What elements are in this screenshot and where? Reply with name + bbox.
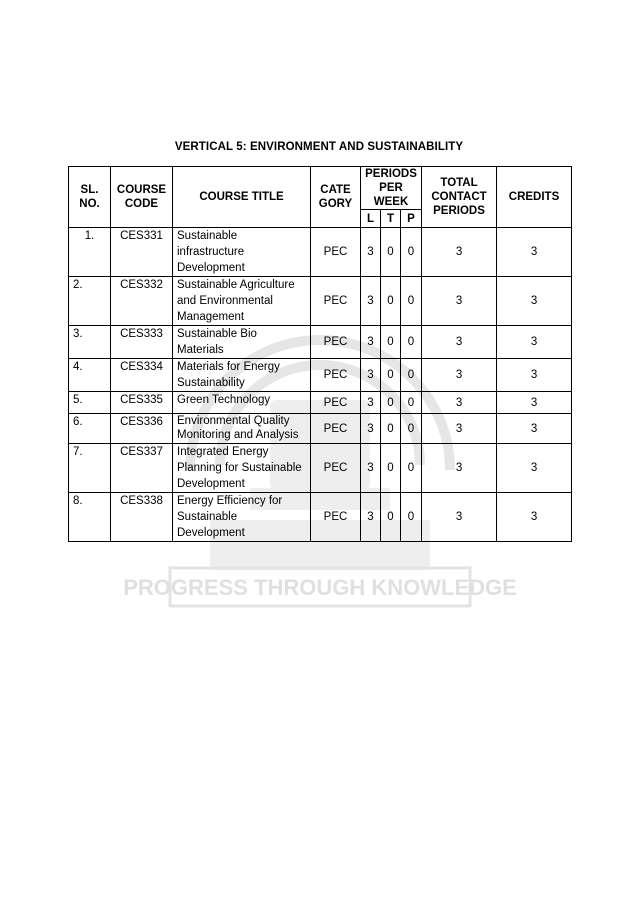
credits-cell: 3 <box>497 277 572 326</box>
tcp-cell: 3 <box>422 228 497 277</box>
category-cell: PEC <box>311 493 361 542</box>
title-cell: Environmental Quality Monitoring and Analysis <box>173 414 311 444</box>
title-cell: Green Technology <box>173 392 311 414</box>
code-cell: CES336 <box>111 414 173 444</box>
sl-cell: 7. <box>69 444 111 493</box>
table-row <box>69 414 572 444</box>
t-cell: 0 <box>381 277 401 326</box>
tcp-cell: 3 <box>422 493 497 542</box>
code-cell: CES334 <box>111 359 173 392</box>
watermark-motto: PROGRESS THROUGH KNOWLEDGE <box>123 575 517 600</box>
category-cell: PEC <box>311 444 361 493</box>
sl-cell: 3. <box>69 326 111 359</box>
t-cell: 0 <box>381 414 401 444</box>
header-total-contact-periods: TOTAL CONTACT PERIODS <box>422 167 497 228</box>
t-cell: 0 <box>381 228 401 277</box>
category-cell: PEC <box>311 228 361 277</box>
title-cell: Sustainable Bio Materials <box>173 326 311 359</box>
credits-cell: 3 <box>497 493 572 542</box>
sl-cell: 5. <box>69 392 111 414</box>
header-course-title: COURSE TITLE <box>173 167 311 228</box>
header-sl-no: SL. NO. <box>69 167 111 228</box>
p-cell: 0 <box>401 326 422 359</box>
table-row <box>69 228 572 277</box>
header-p: P <box>401 210 422 228</box>
t-cell: 0 <box>381 392 401 414</box>
sl-cell: 1. <box>69 228 111 277</box>
tcp-cell: 3 <box>422 277 497 326</box>
t-cell: 0 <box>381 444 401 493</box>
header-course-code: COURSE CODE <box>111 167 173 228</box>
table-row <box>69 326 572 359</box>
sl-cell: 2. <box>69 277 111 326</box>
course-table <box>68 166 572 542</box>
l-cell: 3 <box>361 444 381 493</box>
p-cell: 0 <box>401 228 422 277</box>
t-cell: 0 <box>381 326 401 359</box>
code-cell: CES333 <box>111 326 173 359</box>
p-cell: 0 <box>401 414 422 444</box>
table-row <box>69 359 572 392</box>
p-cell: 0 <box>401 277 422 326</box>
l-cell: 3 <box>361 359 381 392</box>
credits-cell: 3 <box>497 326 572 359</box>
credits-cell: 3 <box>497 392 572 414</box>
header-l: L <box>361 210 381 228</box>
t-cell: 0 <box>381 359 401 392</box>
header-category: CATE GORY <box>311 167 361 228</box>
p-cell: 0 <box>401 444 422 493</box>
l-cell: 3 <box>361 414 381 444</box>
title-cell: Energy Efficiency for Sustainable Development <box>173 493 311 542</box>
table-row <box>69 493 572 542</box>
category-cell: PEC <box>311 277 361 326</box>
t-cell: 0 <box>381 493 401 542</box>
l-cell: 3 <box>361 392 381 414</box>
l-cell: 3 <box>361 326 381 359</box>
header-periods-per-week: PERIODS PER WEEK <box>361 167 422 210</box>
table-row <box>69 444 572 493</box>
p-cell: 0 <box>401 493 422 542</box>
table-row <box>69 277 572 326</box>
sl-cell: 6. <box>69 414 111 444</box>
l-cell: 3 <box>361 493 381 542</box>
credits-cell: 3 <box>497 359 572 392</box>
title-cell: Materials for Energy Sustainability <box>173 359 311 392</box>
p-cell: 0 <box>401 359 422 392</box>
category-cell: PEC <box>311 359 361 392</box>
credits-cell: 3 <box>497 444 572 493</box>
p-cell: 0 <box>401 392 422 414</box>
code-cell: CES335 <box>111 392 173 414</box>
tcp-cell: 3 <box>422 392 497 414</box>
title-cell: Sustainable infrastructure Development <box>173 228 311 277</box>
header-t: T <box>381 210 401 228</box>
code-cell: CES332 <box>111 277 173 326</box>
code-cell: CES337 <box>111 444 173 493</box>
title-cell: Integrated Energy Planning for Sustainable Development <box>173 444 311 493</box>
code-cell: CES331 <box>111 228 173 277</box>
credits-cell: 3 <box>497 414 572 444</box>
title-cell: Sustainable Agriculture and Environmental Management <box>173 277 311 326</box>
l-cell: 3 <box>361 228 381 277</box>
page-title: VERTICAL 5: ENVIRONMENT AND SUSTAINABILITY <box>174 141 464 153</box>
sl-cell: 4. <box>69 359 111 392</box>
credits-cell: 3 <box>497 228 572 277</box>
tcp-cell: 3 <box>422 444 497 493</box>
l-cell: 3 <box>361 277 381 326</box>
category-cell: PEC <box>311 326 361 359</box>
header-credits: CREDITS <box>497 167 572 228</box>
tcp-cell: 3 <box>422 359 497 392</box>
category-cell: PEC <box>311 392 361 414</box>
sl-cell: 8. <box>69 493 111 542</box>
tcp-cell: 3 <box>422 414 497 444</box>
category-cell: PEC <box>311 414 361 444</box>
table-row <box>69 392 572 414</box>
code-cell: CES338 <box>111 493 173 542</box>
tcp-cell: 3 <box>422 326 497 359</box>
